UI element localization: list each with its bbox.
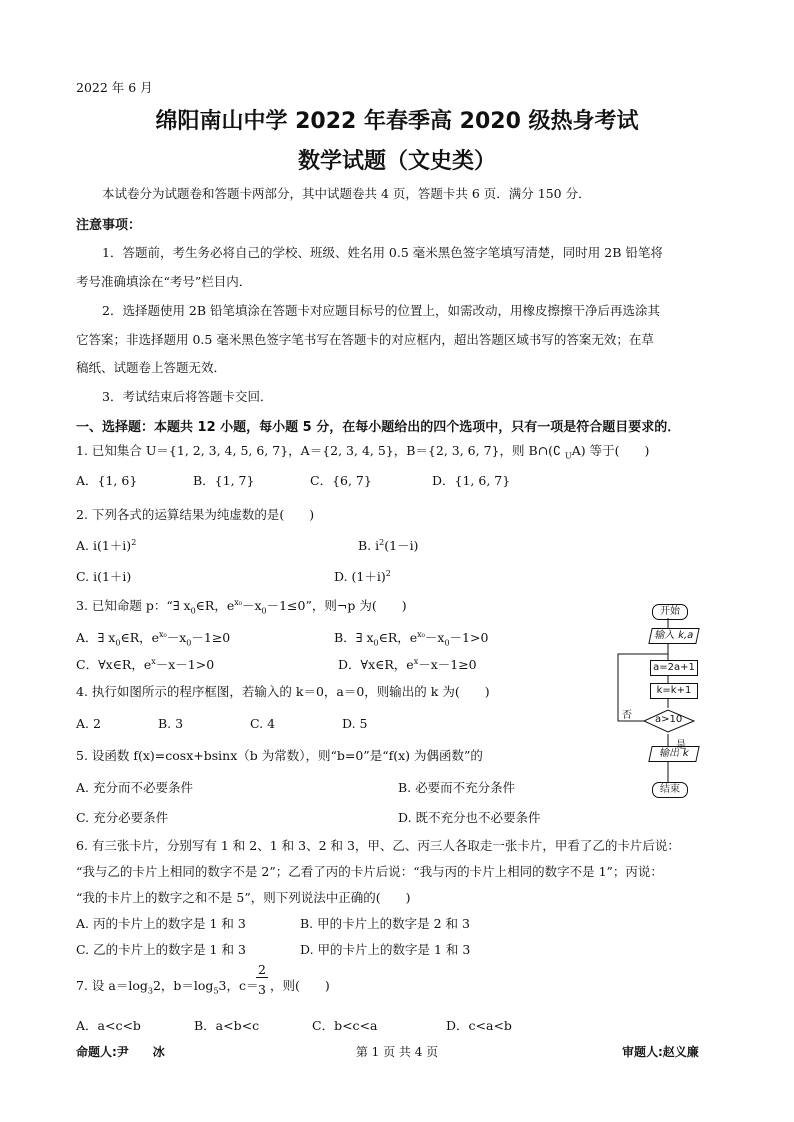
exam-subtitle: 数学试题（文史类） xyxy=(297,149,496,174)
q5-option-a: A. 充分而不必要条件 xyxy=(76,780,193,795)
q3-option-d xyxy=(338,655,477,673)
q3-a-pre: A．∃ x xyxy=(76,630,116,645)
q3-a-sub2: 0 xyxy=(186,638,192,648)
q3-b-pre: B．∃ x xyxy=(334,630,374,645)
q3-stem-sub: 0 xyxy=(190,606,196,616)
flowchart-end: 结束 xyxy=(652,782,688,798)
q4-stem: 4. 执行如图所示的程序框图，若输入的 k＝0，a＝0，则输出的 k 为( ) xyxy=(76,684,490,699)
q4-option-d: D. 5 xyxy=(342,716,368,731)
q2-b-text: B. i xyxy=(358,538,380,553)
q1-stem-sub: U xyxy=(564,451,572,461)
notice-item-2c: 稿纸、试题卷上答题无效． xyxy=(76,360,227,375)
q3-stem-a: 3. 已知命题 p：“∃ x xyxy=(76,598,191,613)
notice-item-1b: 考号准确填涂在“考号”栏目内． xyxy=(76,274,252,289)
q3-b-x: －x xyxy=(424,630,445,645)
q6-line-3: “我的卡片上的数字之和不是 5”，则下列说法中正确的( ) xyxy=(76,890,411,905)
q3-b-sub2: 0 xyxy=(444,638,450,648)
footer-page-number: 第 1 页 共 4 页 xyxy=(355,1045,439,1059)
q7-stem-c: 3，c＝ xyxy=(218,978,259,993)
q1-option-c: C．{6, 7} xyxy=(310,473,372,488)
exam-date: 2022 年 6 月 xyxy=(76,80,153,95)
flowchart-condition: a>10 xyxy=(655,714,683,725)
q3-stem-sub2: 0 xyxy=(261,606,267,616)
q3-a-end: －1≥0 xyxy=(191,630,231,645)
q3-d-end: －x－1≥0 xyxy=(418,657,477,672)
notice-item-2b: 它答案；非选择题用 0.5 毫米黑色签字笔书写在答题卡的对应框内，超出答题区域书写的答案无效；在草 xyxy=(76,332,654,347)
q3-stem-d: －1≤0”，则¬p 为( ) xyxy=(266,598,407,613)
q7-option-d: D．c<a<b xyxy=(446,1018,512,1033)
q7-frac-den: 3 xyxy=(258,982,266,997)
flowchart-yes-label: 是 xyxy=(676,740,686,751)
q7-stem-a: 7. 设 a＝log xyxy=(76,978,148,993)
q3-c-text: C．∀x∈R，e xyxy=(76,657,152,672)
q6-line-1: 6. 有三张卡片，分别写有 1 和 2、1 和 3、2 和 3，甲、乙、丙三人各取走一张卡片，甲看了乙的卡片后说： xyxy=(76,838,680,853)
q3-stem-c: －x xyxy=(241,598,262,613)
q5-option-c: C. 充分必要条件 xyxy=(76,810,169,825)
q5-stem: 5. 设函数 f(x)=cosx+bsinx（b 为常数），则“b=0”是“f(x) 为偶函数”的 xyxy=(76,748,483,763)
q7-stem xyxy=(76,976,259,996)
q3-d-text: D．∀x∈R，e xyxy=(338,657,414,672)
q4-option-b: B. 3 xyxy=(158,716,184,731)
q3-d-sup: x xyxy=(413,656,419,666)
q2-option-a xyxy=(76,536,136,554)
q7-option-c: C．b<c<a xyxy=(312,1018,378,1033)
q1-stem-text: 1. 已知集合 U＝{1, 2, 3, 4, 5, 6, 7}，A＝{2, 3, 4, 5}，B＝{2, 3, 6, 7}，则 B∩(∁ xyxy=(76,443,565,458)
flowchart-step-k: k=k+1 xyxy=(650,683,698,699)
q3-a-x: －x xyxy=(166,630,187,645)
q1-option-d: D．{1, 6, 7} xyxy=(432,473,511,488)
q2-a-text: A. i(1＋i) xyxy=(76,538,132,553)
notice-item-1a: 1．答题前，考生务必将自己的学校、班级、姓名用 0.5 毫米黑色签字笔填写清楚，同时用 2B 铅笔将 xyxy=(102,245,663,260)
q2-a-sup: 2 xyxy=(131,537,137,547)
flowchart-start: 开始 xyxy=(652,604,688,620)
footer-reviewer: 审题人:赵义廉 xyxy=(622,1045,699,1059)
notice-item-2a: 2．选择题使用 2B 铅笔填涂在答题卡对应题目标号的位置上，如需改动，用橡皮擦擦干净后再选涂其 xyxy=(102,303,661,318)
q3-c-sup: x xyxy=(151,656,156,666)
q7-sub-a: 3 xyxy=(147,986,153,996)
flowchart-no-label: 否 xyxy=(622,710,632,721)
flowchart-input: 输入 k,a xyxy=(648,628,699,644)
q3-option-a xyxy=(76,628,230,648)
q3-option-c xyxy=(76,655,214,673)
q6-option-a: A. 丙的卡片上的数字是 1 和 3 xyxy=(76,916,246,931)
q1-option-a: A．{1, 6} xyxy=(76,473,138,488)
q2-option-b xyxy=(358,536,418,554)
q2-b-sup: 2 xyxy=(379,537,385,547)
q3-stem-b: ∈R，e xyxy=(195,598,235,613)
flowchart-output: 输出 k xyxy=(648,746,699,762)
q7-stem-end: ，则( ) xyxy=(270,978,330,993)
q6-option-d: D. 甲的卡片上的数字是 1 和 3 xyxy=(300,942,471,957)
q7-sub-b: 5 xyxy=(213,986,219,996)
q1-stem-end: A) 等于( ) xyxy=(571,443,650,458)
q3-option-b xyxy=(334,628,488,648)
q7-frac-num: 2 xyxy=(256,962,268,978)
notice-title: 注意事项： xyxy=(76,218,142,233)
q2-d-text: D. (1＋i) xyxy=(334,569,386,584)
q1-stem xyxy=(76,441,649,461)
q6-option-b: B. 甲的卡片上的数字是 2 和 3 xyxy=(300,916,470,931)
q2-b-end: (1－i) xyxy=(384,538,419,553)
q2-option-d xyxy=(334,567,391,585)
q3-a-mid: ∈R，e xyxy=(120,630,159,645)
q3-b-end: －1>0 xyxy=(449,630,489,645)
q3-c-end: －x－1>0 xyxy=(155,657,215,672)
q6-option-c: C. 乙的卡片上的数字是 1 和 3 xyxy=(76,942,246,957)
q5-option-d: D. 既不充分也不必要条件 xyxy=(398,810,541,825)
notice-item-3: 3．考试结束后将答题卡交回． xyxy=(102,389,273,404)
q3-stem-sup: x₀ xyxy=(234,597,242,607)
q3-b-mid: ∈R，e xyxy=(378,630,418,645)
q2-d-sup: 2 xyxy=(385,568,391,578)
flowchart-step-a: a=2a+1 xyxy=(650,660,698,676)
q5-option-b: B. 必要而不充分条件 xyxy=(398,780,516,795)
q2-option-c: C. i(1＋i) xyxy=(76,569,132,584)
q3-a-sup: x₀ xyxy=(159,629,167,639)
q1-option-b: B．{1, 7} xyxy=(193,473,255,488)
q7-option-a: A．a<c<b xyxy=(76,1018,141,1033)
q3-a-sub: 0 xyxy=(115,638,121,648)
q3-b-sup: x₀ xyxy=(417,629,425,639)
q7-stem-b: 2，b＝log xyxy=(152,978,214,993)
q3-b-sub: 0 xyxy=(373,638,379,648)
q6-line-2: “我与乙的卡片上相同的数字不是 2”；乙看了丙的卡片后说：“我与丙的卡片上相同的数字不是 1”；丙说： xyxy=(76,864,663,879)
exam-intro: 本试卷分为试题卷和答题卡两部分，其中试题卷共 4 页，答题卡共 6 页．满分 150 分． xyxy=(102,186,591,201)
footer-author: 命题人:尹 冰 xyxy=(76,1045,165,1059)
q3-stem xyxy=(76,596,407,616)
q7-option-b: B．a<b<c xyxy=(194,1018,260,1033)
q4-option-c: C. 4 xyxy=(250,716,276,731)
q4-option-a: A. 2 xyxy=(76,716,101,731)
exam-title: 绵阳南山中学 2022 年春季高 2020 级热身考试 xyxy=(155,109,639,134)
section-1-title: 一、选择题：本题共 12 小题，每小题 5 分，在每小题给出的四个选项中，只有一项是符合题目要求的． xyxy=(76,420,681,435)
q2-stem: 2. 下列各式的运算结果为纯虚数的是( ) xyxy=(76,507,315,522)
